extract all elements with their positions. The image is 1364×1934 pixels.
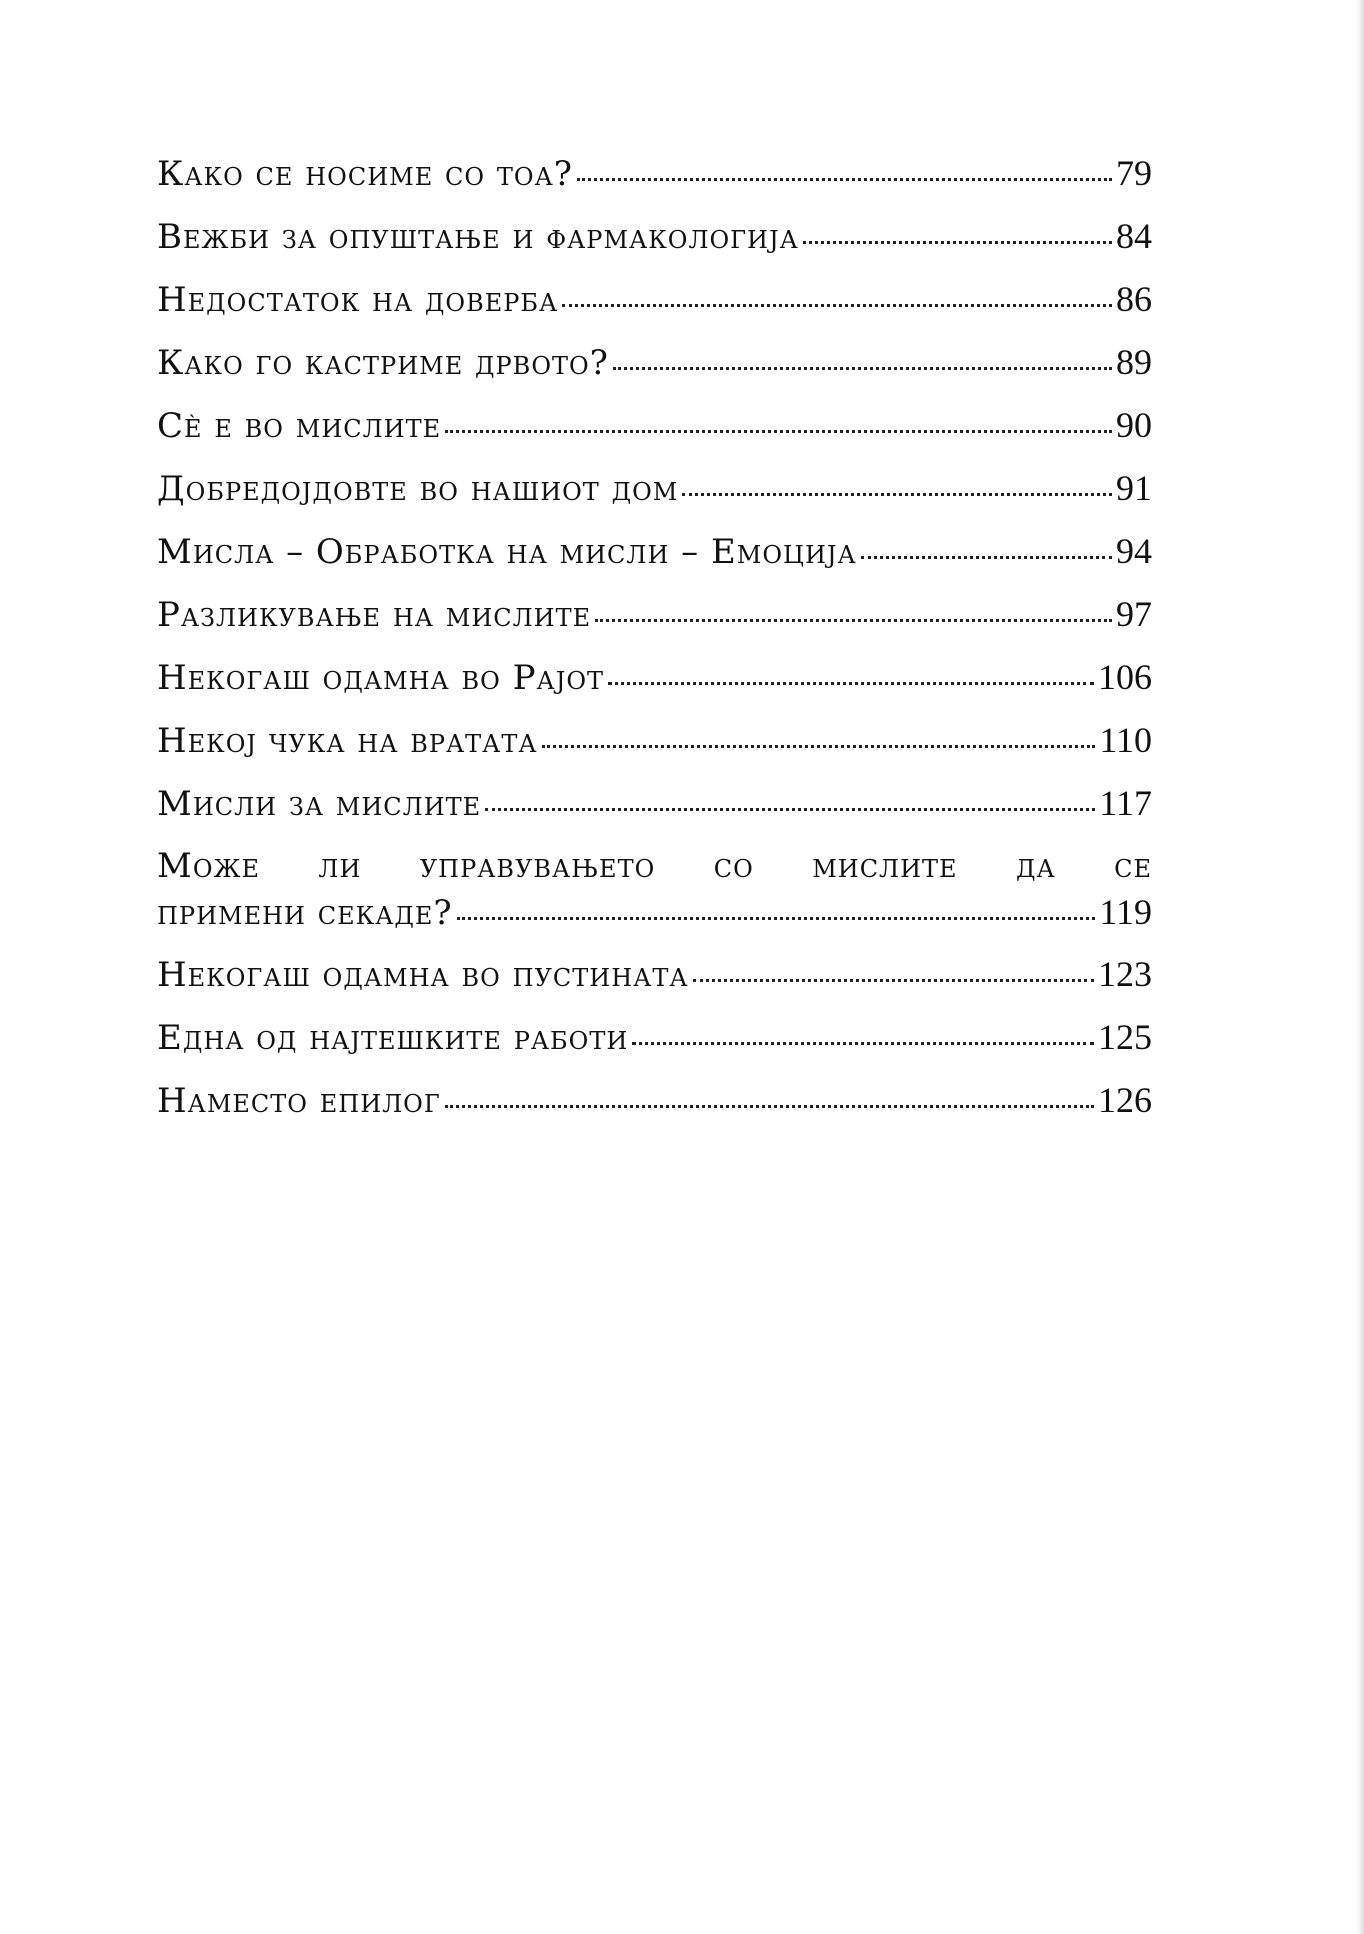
toc-entry-title: Како го кастриме дрвото? [157,343,609,383]
toc-entry-page: 94 [1116,531,1152,571]
toc-entry-title: примени секаде? [157,893,453,933]
toc-title-word: со [713,846,754,886]
toc-entry-title: Вежби за опуштање и фармакологија [157,217,799,257]
toc-dot-leader [632,1042,1094,1045]
toc-dot-leader [803,241,1112,244]
toc-entry[interactable] [157,835,1152,943]
toc-entry[interactable] [157,943,1152,1006]
toc-entry-page: 119 [1099,892,1152,932]
toc-entry-page: 90 [1116,405,1152,445]
table-of-contents [157,142,1152,1132]
toc-dot-leader [608,682,1094,685]
toc-entry[interactable] [157,772,1152,835]
toc-entry-page: 106 [1098,657,1152,697]
toc-title-word: да [1015,846,1056,886]
toc-entry-title-line1 [157,843,1152,889]
toc-entry-title: Некогаш одамна во Рајот [157,658,605,698]
toc-entry-page: 86 [1116,279,1152,319]
toc-dot-leader [613,367,1112,370]
toc-entry-title: Добредојдовте во нашиот дом [157,469,679,509]
toc-title-word: се [1114,846,1152,886]
toc-title-word: управувањето [419,846,656,886]
toc-entry[interactable] [157,457,1152,520]
toc-dot-leader [682,493,1112,496]
toc-entry[interactable] [157,1069,1152,1132]
toc-dot-leader [445,430,1112,433]
toc-title-word: мислите [812,846,958,886]
toc-entry[interactable] [157,709,1152,772]
toc-dot-leader [485,808,1095,811]
toc-entry-title: Сѐ е во мислите [157,406,442,446]
toc-entry-page: 110 [1099,720,1152,760]
toc-entry[interactable] [157,268,1152,331]
toc-entry[interactable] [157,646,1152,709]
toc-dot-leader [457,917,1096,920]
toc-dot-leader [542,745,1096,748]
toc-entry-title: Како се носиме со тоа? [157,154,573,194]
toc-dot-leader [861,556,1112,559]
toc-entry-page: 89 [1116,342,1152,382]
toc-entry[interactable] [157,331,1152,394]
toc-dot-leader [445,1105,1094,1108]
toc-title-word: ли [318,846,362,886]
toc-entry[interactable] [157,205,1152,268]
toc-entry-title: Разликување на мислите [157,595,592,635]
toc-entry-title: Наместо епилог [157,1081,441,1121]
toc-entry-page: 117 [1099,783,1152,823]
toc-entry-page: 125 [1098,1017,1152,1057]
toc-entry-title: Мисли за мислите [157,784,482,824]
toc-entry-title: Некој чука на вратата [157,721,538,761]
toc-entry[interactable] [157,1006,1152,1069]
toc-entry-page: 123 [1098,954,1152,994]
toc-entry-page: 84 [1116,216,1152,256]
toc-entry-title: Една од најтешките работи [157,1018,629,1058]
toc-entry-page: 126 [1098,1080,1152,1120]
toc-dot-leader [577,178,1112,181]
toc-title-word: Може [157,846,260,886]
toc-entry-page: 79 [1116,153,1152,193]
toc-entry-title: Недостаток на доверба [157,280,559,320]
toc-entry[interactable] [157,394,1152,457]
toc-dot-leader [562,304,1112,307]
toc-entry[interactable] [157,142,1152,205]
toc-entry-page: 91 [1116,468,1152,508]
toc-entry[interactable] [157,583,1152,646]
toc-entry-title: Некогаш одамна во пустината [157,955,689,995]
toc-entry-title-line2 [157,889,1152,935]
toc-dot-leader [693,979,1094,982]
toc-dot-leader [595,619,1112,622]
toc-entry-title: Мисла – Обработка на мисли – Емоција [157,532,857,572]
page-edge-shadow [1356,0,1364,1934]
toc-entry-page: 97 [1116,594,1152,634]
toc-entry[interactable] [157,520,1152,583]
